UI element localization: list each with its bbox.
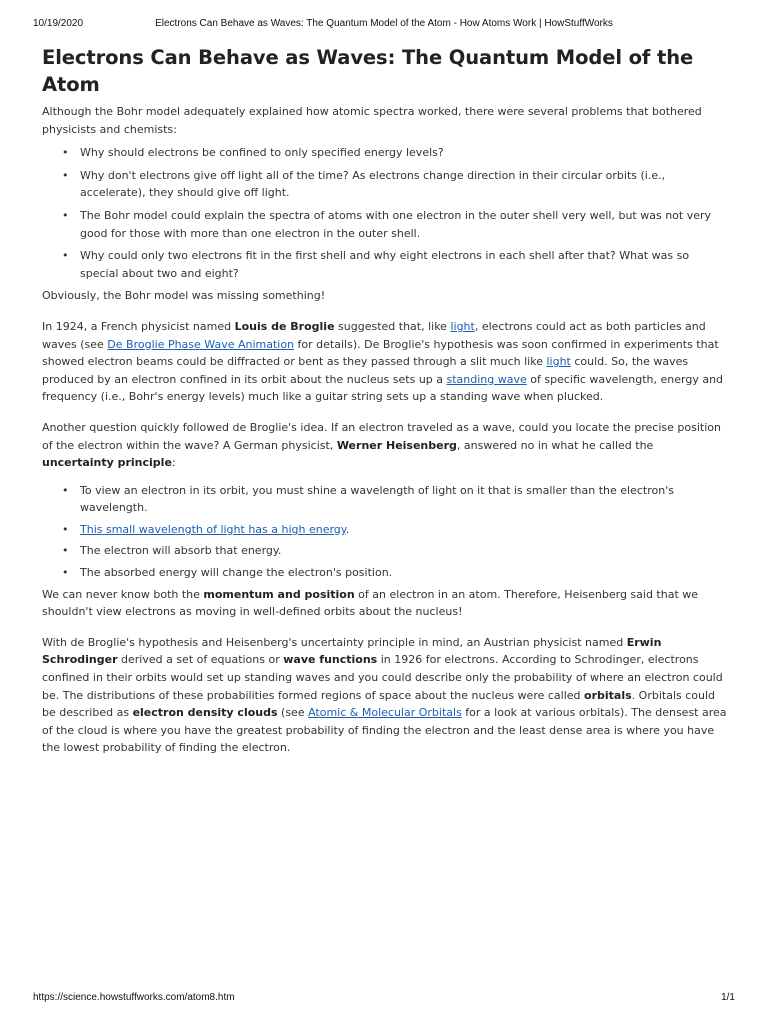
list-item	[60, 521, 728, 539]
list-item: • The Bohr model could explain the spectra of atoms with one electron in the outer shell very well, but was not very good for those with more than one electron in the outer shell.	[60, 207, 728, 242]
text-run: could. So, the waves produced by an electron confined in its orbit about the nucleus sets up a	[42, 355, 689, 386]
print-page-title: Electrons Can Behave as Waves: The Quantum Model of the Atom - How Atoms Work | HowStuffWorks	[155, 18, 613, 29]
text-run: , answered no in what he called the	[456, 438, 654, 452]
list-item: • The electron will absorb that energy.	[60, 542, 728, 560]
atomic-molecular-orbitals-link[interactable]: Atomic & Molecular Orbitals	[308, 706, 462, 720]
light-link[interactable]: light	[450, 319, 475, 333]
print-page-number: 1/1	[721, 992, 735, 1003]
light-link-2[interactable]: light	[546, 355, 571, 369]
print-header	[33, 18, 735, 32]
wave-functions-term: wave functions	[283, 653, 378, 667]
print-footer	[33, 992, 735, 1006]
text-run: for a look at various orbitals). The densest area of the cloud is where you have the greatest probability of finding the electron and the least dense area is where you have the lowest probability of finding the electron.	[42, 706, 727, 755]
de-broglie-paragraph	[42, 318, 728, 406]
heisenberg-conclusion-paragraph	[42, 586, 728, 621]
text-run: , electrons could act as both particles and waves (see	[42, 319, 706, 351]
de-broglie-name: Louis de Broglie	[234, 319, 335, 333]
text-run: In 1924, a French physicist named	[42, 319, 235, 333]
list-item: • Why could only two electrons fit in the first shell and why eight electrons in each shell after that? What was so special about two and eight?	[60, 247, 728, 282]
standing-wave-link[interactable]: standing wave	[446, 372, 527, 386]
de-broglie-animation-link[interactable]: De Broglie Phase Wave Animation	[107, 337, 295, 351]
text-run: With de Broglie's hypothesis and Heisenberg's uncertainty principle in mind, an Austrian physicist named	[42, 635, 627, 649]
text-run: derived a set of equations or	[117, 653, 284, 667]
article-title: Electrons Can Behave as Waves: The Quantum Model of the Atom	[42, 46, 694, 96]
orbitals-term: orbitals	[584, 688, 632, 702]
high-energy-link[interactable]: This small wavelength of light has a high energy	[80, 522, 346, 536]
bohr-missing-paragraph: Obviously, the Bohr model was missing something!	[42, 289, 326, 303]
print-date: 10/19/2020	[33, 18, 84, 29]
list-item: • Why don't electrons give off light all of the time? As electrons change direction in their circular orbits (i.e., accelerate), they should give off light.	[60, 167, 728, 202]
text-run: suggested that, like	[334, 319, 451, 333]
text-run: :	[171, 456, 176, 470]
list-item: • The absorbed energy will change the electron's position.	[60, 564, 728, 582]
uncertainty-list	[42, 482, 728, 582]
print-url: https://science.howstuffworks.com/atom8.htm	[33, 992, 235, 1003]
text-run: for details). De Broglie's hypothesis was soon confirmed in experiments that showed electron beams could be diffracted or bent as they passed through a slit much like	[42, 337, 719, 369]
text-run: . Orbitals could be described as	[42, 688, 716, 720]
bohr-problems-list	[42, 144, 728, 282]
text-run: .	[345, 522, 350, 536]
text-run: of an electron in an atom. Therefore, Heisenberg said that we shouldn't view electrons as moving in well-defined orbits about the nucleus!	[42, 587, 699, 619]
article-body	[42, 44, 728, 770]
text-run: (see	[277, 706, 309, 720]
text-run: of specific wavelength, energy and frequency (i.e., Bohr's energy levels) much like a guitar string sets up a standing wave when plucked.	[42, 372, 724, 404]
intro-paragraph: Although the Bohr model adequately explained how atomic spectra worked, there were several problems that bothered physicists and chemists:	[42, 105, 702, 136]
list-item: • Why should electrons be confined to only specified energy levels?	[60, 144, 728, 162]
electron-density-clouds-term: electron density clouds	[132, 706, 278, 720]
schrodinger-name: Erwin Schrodinger	[42, 635, 662, 667]
heisenberg-name: Werner Heisenberg	[336, 438, 457, 452]
heisenberg-paragraph	[42, 419, 728, 472]
text-run: in 1926 for electrons. According to Schrodinger, electrons confined in their orbits would set up standing waves and you could describe only the probability of where an electron could be. The distributions of these probabilities formed regions of space about the nucleus were called	[42, 653, 723, 702]
schrodinger-paragraph	[42, 634, 728, 757]
list-item: • To view an electron in its orbit, you must shine a wavelength of light on it that is smaller than the electron's wavelength.	[60, 482, 728, 517]
uncertainty-principle-term: uncertainty principle	[42, 456, 172, 470]
text-run: Another question quickly followed de Broglie's idea. If an electron traveled as a wave, could you locate the precise position of the electron within the wave? A German physicist,	[42, 420, 721, 452]
text-run: We can never know both the	[42, 587, 204, 601]
momentum-position-term: momentum and position	[203, 587, 355, 601]
